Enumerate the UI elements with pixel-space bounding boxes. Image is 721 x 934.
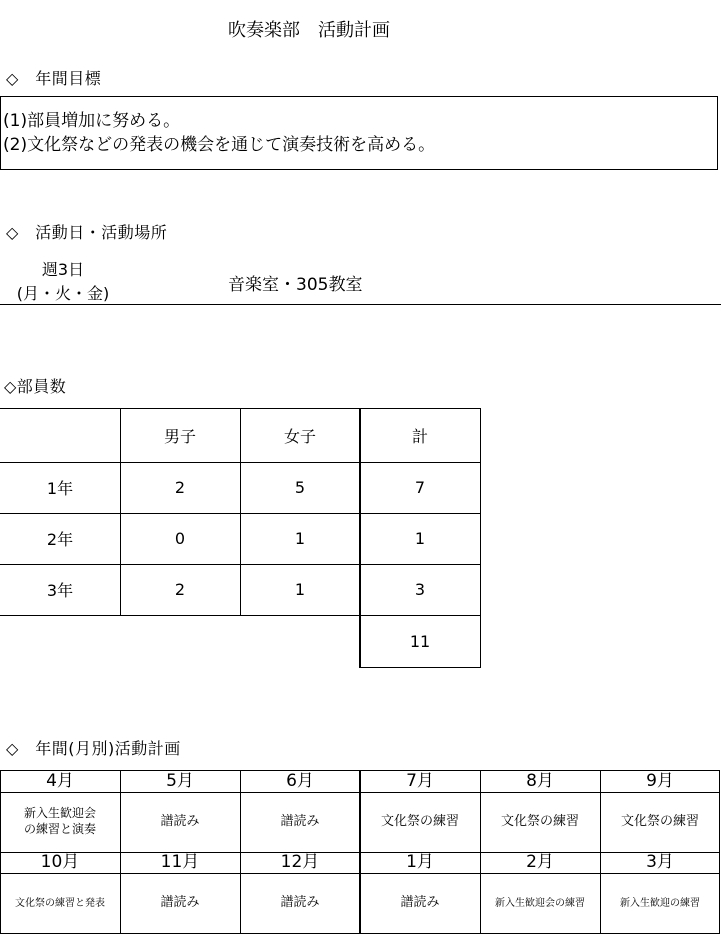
goals-box [0, 96, 718, 170]
table-cell: 1 [294, 580, 306, 599]
month-activity: 文化祭の練習 [620, 813, 699, 829]
table-cell: 7 [414, 478, 426, 497]
month-header: 12月 [280, 852, 320, 873]
month-header: 9月 [646, 770, 674, 791]
members-table [0, 408, 481, 668]
table-cell: 5 [294, 478, 306, 497]
month-activity: 譜読み [280, 813, 320, 829]
col-header-total: 計 [411, 426, 428, 446]
table-cell: 1 [294, 529, 306, 548]
row-label-grade1: 1年 [46, 479, 74, 498]
activity-heading: ◇ 活動日・活動場所 [6, 223, 168, 242]
month-header: 3月 [646, 852, 674, 873]
month-activity: 文化祭の練習と発表 [15, 897, 105, 909]
row-label-grade3: 3年 [46, 581, 74, 600]
col-header-female: 女子 [283, 426, 316, 446]
goal-item: (1)部員増加に努める。 [3, 111, 181, 131]
grand-total: 11 [409, 631, 431, 651]
table-cell: 3 [414, 580, 426, 599]
month-activity: 新入生歓迎の練習 [620, 897, 700, 909]
row-label-grade2: 2年 [46, 530, 74, 549]
month-header: 10月 [40, 852, 80, 873]
col-header-male: 男子 [163, 426, 196, 446]
month-header: 4月 [46, 770, 74, 791]
month-header: 8月 [526, 770, 554, 791]
month-activity: 譜読み [280, 894, 320, 910]
table-cell: 2 [174, 580, 186, 599]
month-header: 6月 [286, 770, 314, 791]
month-header: 7月 [406, 770, 434, 791]
days-list: (月・火・金) [16, 284, 110, 303]
month-header: 11月 [160, 852, 200, 873]
table-cell: 2 [174, 478, 186, 497]
month-activity: 文化祭の練習 [500, 813, 579, 829]
goal-item: (2)文化祭などの発表の機会を通じて演奏技術を高める。 [3, 135, 436, 155]
month-activity: 譜読み [160, 894, 200, 910]
table-cell: 1 [414, 529, 426, 548]
month-activity: 文化祭の練習 [380, 813, 459, 829]
schedule-table [0, 770, 721, 934]
month-activity: 譜読み [400, 894, 440, 910]
days-count: 週3日 [41, 260, 85, 279]
members-heading: ◇部員数 [4, 377, 67, 396]
month-header: 1月 [406, 852, 434, 873]
month-header: 2月 [526, 852, 554, 873]
month-header: 5月 [166, 770, 194, 791]
page-title: 吹奏楽部 活動計画 [228, 20, 390, 41]
table-cell: 0 [174, 529, 186, 548]
month-activity: 譜読み [160, 813, 200, 829]
goals-heading: ◇ 年間目標 [6, 69, 102, 88]
month-activity: 新入生歓迎会 の練習と演奏 [23, 806, 96, 836]
schedule-heading: ◇ 年間(月別)活動計画 [6, 739, 181, 758]
activity-place: 音楽室・305教室 [228, 275, 363, 295]
month-activity: 新入生歓迎会の練習 [495, 897, 585, 909]
activity-days [0, 258, 126, 306]
divider [0, 304, 721, 305]
